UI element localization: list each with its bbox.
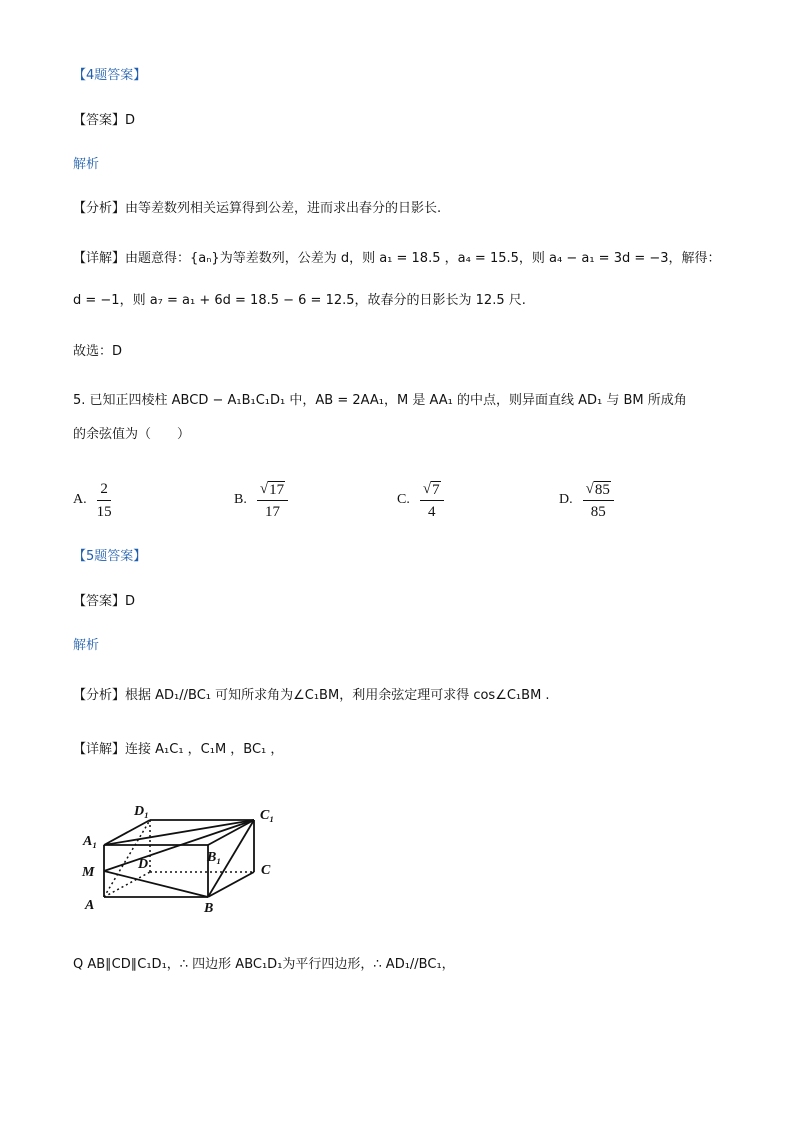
- label-m: M: [82, 865, 95, 880]
- q5-option-b: [234, 478, 288, 522]
- option-fraction: [257, 480, 288, 521]
- option-letter: A.: [73, 492, 87, 507]
- label-b1: B₁: [207, 850, 222, 865]
- q4-xiangjie-line1: 【详解】由题意得：{aₙ}为等差数列，公差为 d，则 a₁ = 18.5 ，a₄ = 15.5，则 a₄ − a₁ = 3d = −3，解得：: [73, 251, 721, 266]
- q5-proof-line: Q AB∥CD∥C₁D₁，∴ 四边形 ABC₁D₁为平行四边形，∴ AD₁//BC₁，: [73, 957, 455, 972]
- label-a: A: [85, 898, 95, 913]
- q4-xiangjie-line2: d = −1，则 a₇ = a₁ + 6d = 18.5 − 6 = 12.5，故春分的日影长为 12.5 尺.: [73, 293, 526, 308]
- q4-choice: 故选：D: [73, 344, 123, 359]
- q5-xiangjie: 【详解】连接 A₁C₁ ，C₁M ，BC₁ ，: [73, 742, 284, 757]
- q5-option-c: [397, 478, 444, 522]
- fraction-denominator: 85: [590, 503, 606, 520]
- q4-answer: 【答案】D: [73, 113, 136, 128]
- sqrt-radicand: 17: [269, 481, 285, 498]
- label-c: C: [261, 863, 271, 878]
- fraction-denominator: 4: [427, 503, 436, 520]
- q5-fenxi: 【分析】根据 AD₁//BC₁ 可知所求角为∠C₁BM，利用余弦定理可求得 cos∠C₁BM .: [73, 688, 550, 703]
- label-c1: C₁: [260, 808, 275, 823]
- label-d1: D₁: [134, 804, 149, 819]
- fraction-numerator: [420, 480, 444, 501]
- sqrt-symbol: √ 85: [585, 480, 610, 498]
- q5-stem-line2: 的余弦值为（ ）: [73, 427, 191, 442]
- sqrt-radicand: 85: [594, 481, 610, 498]
- label-b: B: [204, 901, 214, 916]
- option-letter: B.: [234, 492, 247, 507]
- fraction-numerator: [257, 480, 288, 501]
- fraction-numerator: 2: [97, 480, 111, 501]
- sqrt-radicand: 7: [432, 481, 440, 498]
- q4-analysis-title: 解析: [73, 157, 100, 172]
- fraction-numerator: [583, 480, 614, 501]
- q4-fenxi: 【分析】由等差数列相关运算得到公差，进而求出春分的日影长.: [73, 201, 442, 216]
- sqrt-symbol: √ 7: [422, 480, 440, 498]
- option-fraction: [420, 480, 444, 521]
- sqrt-symbol: √ 17: [259, 480, 285, 498]
- option-letter: C.: [397, 492, 410, 507]
- q4-answer-header: 【4题答案】: [73, 68, 147, 83]
- option-fraction: [583, 480, 614, 521]
- q5-option-a: [73, 478, 112, 522]
- q5-analysis-title: 解析: [73, 638, 100, 653]
- q5-stem-line1: 5. 已知正四棱柱 ABCD − A₁B₁C₁D₁ 中，AB = 2AA₁，M 是 AA₁ 的中点，则异面直线 AD₁ 与 BM 所成角: [73, 393, 687, 408]
- option-letter: D.: [559, 492, 573, 507]
- label-a1: A₁: [83, 834, 98, 849]
- q5-option-d: [559, 478, 614, 522]
- segment-m-b: [104, 871, 208, 897]
- option-fraction: [97, 480, 112, 521]
- fraction-denominator: 15: [96, 503, 112, 520]
- prism-figure: [76, 796, 286, 918]
- label-d: D: [138, 857, 149, 872]
- q5-answer-header: 【5题答案】: [73, 549, 147, 564]
- q5-answer: 【答案】D: [73, 594, 136, 609]
- fraction-denominator: 17: [264, 503, 280, 520]
- hidden-edge-a-d: [104, 872, 150, 897]
